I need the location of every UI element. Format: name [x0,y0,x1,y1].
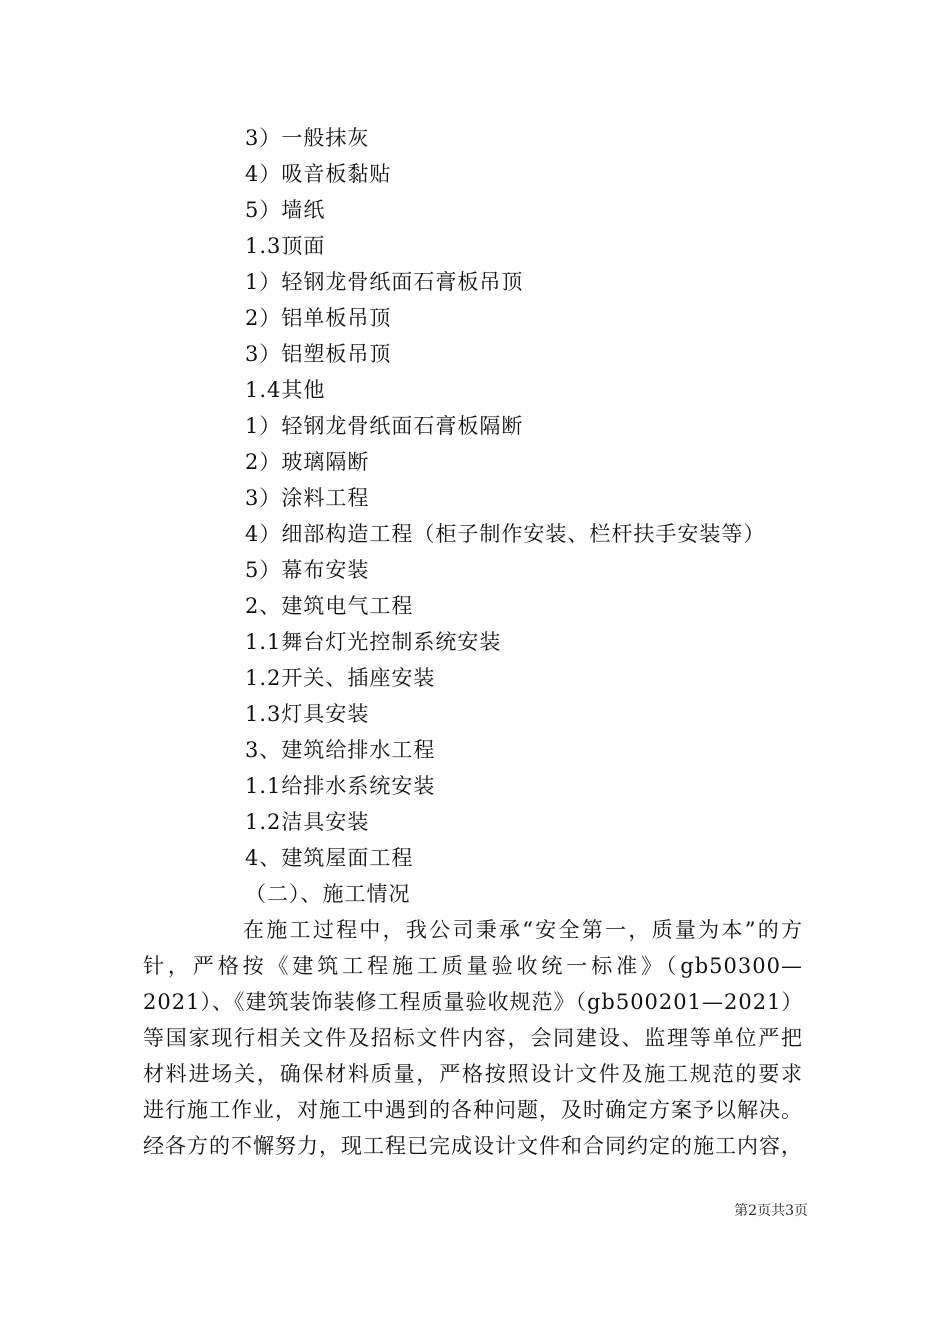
list-item: 4）吸音板黏贴 [245,162,392,186]
list-item: 1.2洁具安装 [245,810,370,834]
section-heading: （二）、施工情况 [245,882,411,906]
list-item: 5）幕布安装 [245,558,370,582]
list-item: 1）轻钢龙骨纸面石膏板隔断 [245,414,524,438]
list-item: 1）轻钢龙骨纸面石膏板吊顶 [245,270,524,294]
body-paragraph [143,912,803,1164]
section-heading: 1.4其他 [245,378,326,402]
list-item: 4）细部构造工程（柜子制作安装、栏杆扶手安装等） [245,522,766,546]
list-item: 1.1给排水系统安装 [245,774,436,798]
list-item: 1.1舞台灯光控制系统安装 [245,630,502,654]
section-heading: 3、建筑给排水工程 [245,738,436,762]
list-item: 2）铝单板吊顶 [245,306,392,330]
list-item: 1.3灯具安装 [245,702,370,726]
list-item: 2）玻璃隔断 [245,450,370,474]
section-heading: 2、建筑电气工程 [245,594,414,618]
paragraph-line: 在施工过程中，我公司秉承“安全第一，质量为本”的方 [243,918,803,942]
page-number-footer: 第2页共3页 [734,1203,808,1219]
list-item: 5）墙纸 [245,198,326,222]
section-heading: 4、建筑屋面工程 [245,846,414,870]
list-item: 3）铝塑板吊顶 [245,342,392,366]
paragraph-line: 进行施工作业，对施工中遇到的各种问题，及时确定方案予以解决。 [143,1098,803,1122]
section-heading: 1.3顶面 [245,234,326,258]
paragraph-line: 经各方的不懈努力，现工程已完成设计文件和合同约定的施工内容， [143,1134,803,1158]
paragraph-line: 针，严格按《建筑工程施工质量验收统一标准》（gb50300— [143,954,803,978]
list-item: 1.2开关、插座安装 [245,666,436,690]
paragraph-line: 2021）、《建筑装饰装修工程质量验收规范》（gb500201—2021） [143,990,804,1014]
paragraph-line: 等国家现行相关文件及招标文件内容，会同建设、监理等单位严把 [143,1026,803,1050]
paragraph-line: 材料进场关，确保材料质量，严格按照设计文件及施工规范的要求 [143,1062,803,1086]
list-item: 3）涂料工程 [245,486,370,510]
list-item: 3）一般抹灰 [245,126,370,150]
